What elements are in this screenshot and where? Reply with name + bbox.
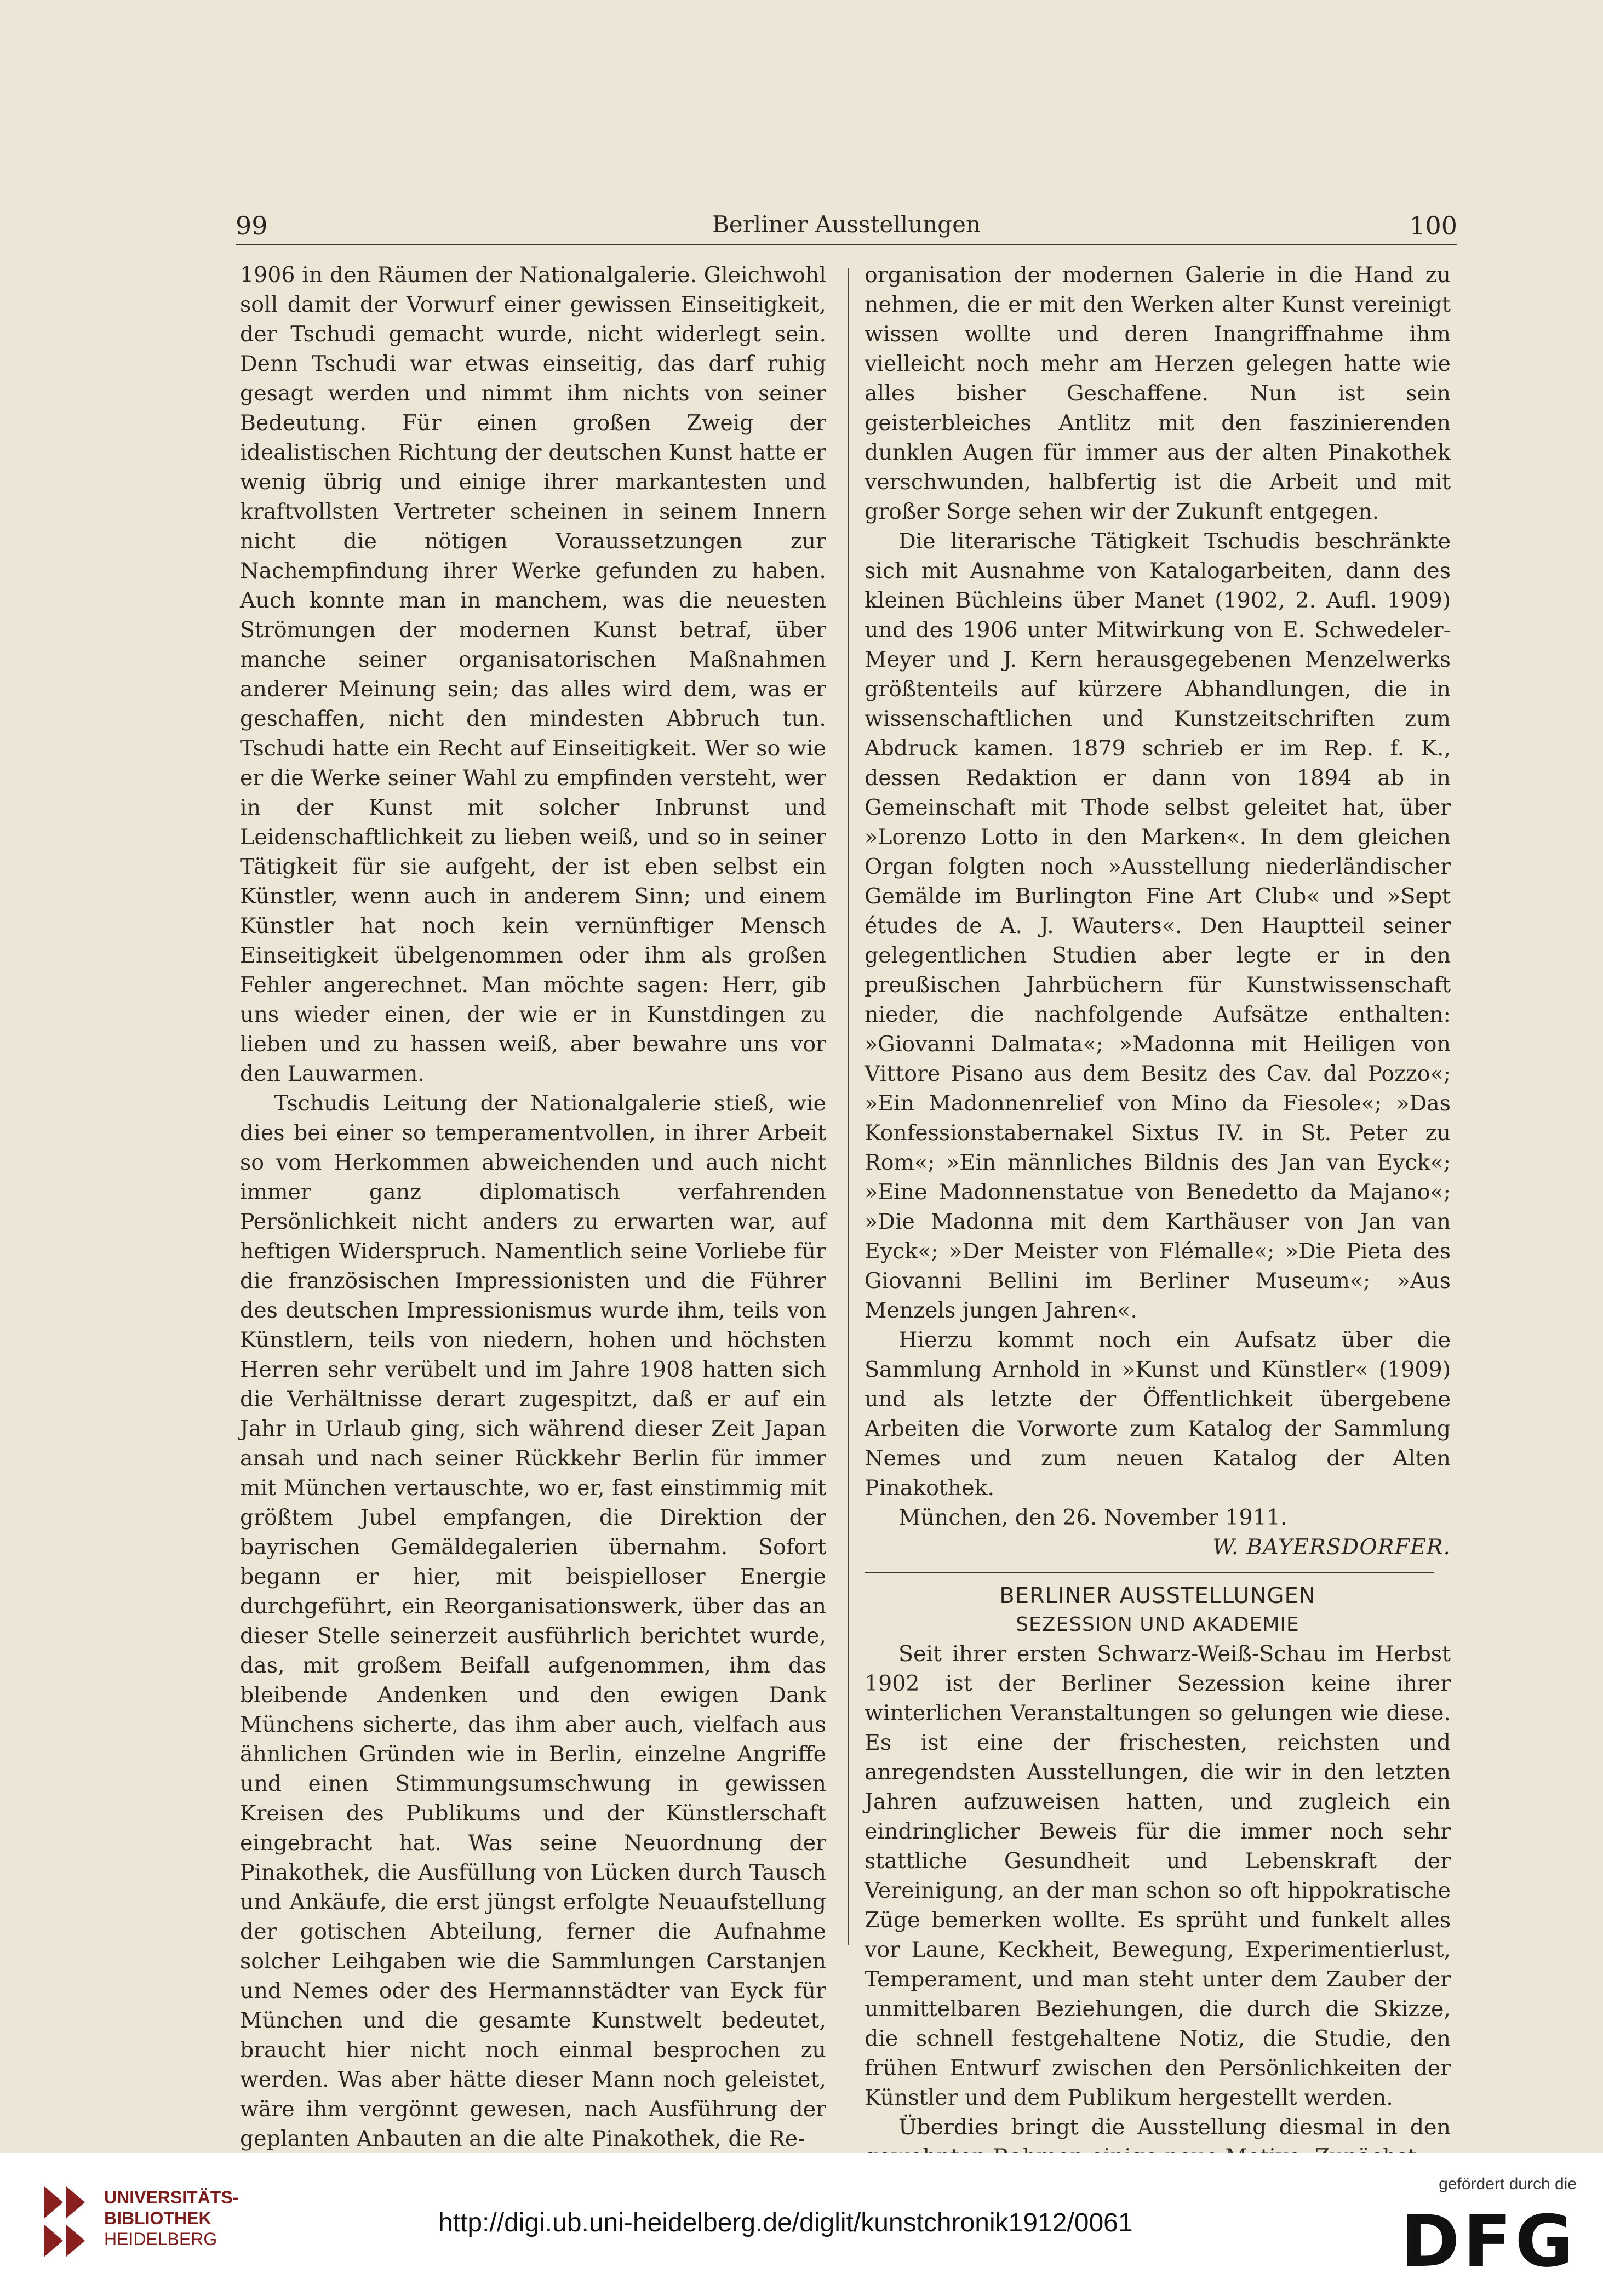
paragraph: 1906 in den Räumen der Nationalgalerie. Gleichwohl soll damit der Vorwurf einer gewissen Einseitigkeit, der Tschudi gemacht wurde, nicht widerlegt sein. Denn Tschudi war etwas einseitig, das darf ruhig gesagt werden und nimmt ihm nichts von seiner Bedeutung. Für einen großen Zweig der idealistischen Richtung der deutschen Kunst hatte er wenig übrig und einige ihrer markantesten und kraftvollsten Vertreter scheinen in seinem Innern nicht die nötigen Voraussetzungen zur Nachempfindung ihrer Werke gefunden zu haben. Auch konnte man in manchem, was die neuesten Strömungen der modernen Kunst betraf, über manche seiner organisatorischen Maßnahmen anderer Meinung sein; das alles wird dem, was er geschaffen, nicht den mindesten Abbruch tun. Tschudi hatte ein Recht auf Einseitigkeit. Wer so wie er die Werke seiner Wahl zu empfinden versteht, wer in der Kunst mit solcher Inbrunst und Leidenschaftlichkeit zu lieben weiß, und so in seiner Tätigkeit für sie aufgeht, der ist eben selbst ein Künstler, wenn auch in anderem Sinn; und einem Künstler hat noch kein vernünftiger Mensch Einseitigkeit übelgenommen oder ihm als großen Fehler angerechnet. Man möchte sagen: Herr, gib uns wieder einen, der wie er in Kunstdingen zu lieben und zu hassen weiß, aber bewahre uns vor den Lauwarmen. (240, 262, 826, 1086)
page-number-left: 99 (236, 211, 268, 241)
right-column (865, 260, 1451, 2172)
section-title: BERLINER AUSSTELLUNGEN (999, 1583, 1316, 1608)
section-subtitle: SEZESSION UND AKADEMIE (1016, 1613, 1299, 1636)
library-name: UNIVERSITÄTS- BIBLIOTHEK HEIDELBERG (104, 2188, 239, 2249)
column-divider (848, 268, 849, 1945)
page-number-right: 100 (1409, 211, 1457, 241)
paragraph: Hierzu kommt noch ein Aufsatz über die Sammlung Arnhold in »Kunst und Künstler« (1909) und als letzte der Öffentlichkeit übergebene Arbeiten die Vorworte zum Katalog der Sammlung Nemes und zum neuen Katalog der Alten Pinakothek. (865, 1327, 1451, 1501)
left-column (240, 260, 826, 2154)
running-title: Berliner Ausstellungen (712, 211, 981, 238)
paragraph: Seit ihrer ersten Schwarz-Weiß-Schau im Herbst 1902 ist der Berliner Sezession keine ihrer winterlichen Veranstaltungen so gelungen wie diese. Es ist eine der frischesten, reichsten und anregendsten Ausstellungen, die wir in den letzten Jahren aufzuweisen hatten, und zugleich ein eindringlicher Beweis für die immer noch sehr stattliche Gesundheit und Lebenskraft der Vereinigung, an der man schon so oft hippokratische Züge bemerken wollte. Es sprüht und funkelt alles vor Laune, Keckheit, Bewegung, Experimentierlust, Temperament, und man steht unter dem Zauber der unmittelbaren Beziehungen, die durch die Skizze, die schnell festgehaltene Notiz, die Studie, den frühen Entwurf zwischen den Persönlichkeiten der Künstler und dem Publikum hergestellt werden. (865, 1641, 1451, 2110)
paragraph: Tschudis Leitung der Nationalgalerie stieß, wie dies bei einer so temperamentvollen, in ihrer Arbeit so vom Herkommen abweichenden und auch nicht immer ganz diplomatisch verfahrenden Persönlichkeit nicht anders zu erwarten war, auf heftigen Widerspruch. Namentlich seine Vorliebe für die französischen Impressionisten und die Führer des deutschen Impressionismus wurde ihm, teils von Künstlern, teils von niedern, hohen und höchsten Herren sehr verübelt und im Jahre 1908 hatten sich die Verhältnisse derart zugespitzt, daß er auf ein Jahr in Urlaub ging, sich während dieser Zeit Japan ansah und nach seiner Rückkehr Berlin für immer mit München vertauschte, wo er, fast einstimmig mit größtem Jubel empfangen, die Direktion der bayrischen Gemäldegalerien übernahm. Sofort begann er hier, mit beispielloser Energie durchgeführt, ein Reorganisationswerk, über das an dieser Stelle seinerzeit ausführlich berichtet wurde, das, mit großem Beifall aufgenommen, ihm das bleibende Andenken und den ewigen Dank Münchens sicherte, das ihm aber auch, vielfach aus ähnlichen Gründen wie in Berlin, einzelne Angriffe und einen Stimmungsumschwung in gewissen Kreisen des Publikums und der Künstlerschaft eingebracht hat. Was seine Neuordnung der Pinakothek, die Ausfüllung von Lücken durch Tausch und Ankäufe, die erst jüngst erfolgte Neuaufstellung der gotischen Abteilung, ferner die Aufnahme solcher Leihgaben wie die Sammlungen Carstanjen und Nemes oder des Hermannstädter van Eyck für München und die gesamte Kunstwelt bedeutet, braucht hier nicht noch einmal besprochen zu werden. Was aber hätte dieser Mann noch geleistet, wäre ihm vergönnt gewesen, nach Ausführung der geplanten Anbauten an die alte Pinakothek, die Re- (240, 1091, 826, 2151)
paragraph: Überdies bringt die Ausstellung diesmal in den (898, 2115, 1451, 2140)
dfg-logo: DFG (1400, 2200, 1577, 2283)
university-library-logo-icon (38, 2180, 88, 2263)
source-url-link[interactable]: http://digi.ub.uni-heidelberg.de/diglit/kunstchronik1912/0061 (438, 2208, 1133, 2237)
section-separator (865, 1572, 1434, 1573)
author-signature: W. BAYERSDORFER. (1212, 1535, 1451, 1560)
running-header (236, 211, 1457, 245)
paragraph: Die literarische Tätigkeit Tschudis beschränkte sich mit Ausnahme von Katalogarbeiten, dann des kleinen Büchleins über Manet (1902, 2. Aufl. 1909) und des 1906 unter Mitwirkung von E. Schwedeler-Meyer und J. Kern herausgegebenen Menzelwerks größtenteils auf kürzere Abhandlungen, die in wissenschaftlichen und Kunstzeitschriften zum Abdruck kamen. 1879 schrieb er im Rep. f. K., dessen Redaktion er dann von 1894 ab in Gemeinschaft mit Thode selbst geleitet hat, über »Lorenzo Lotto in den Marken«. In dem gleichen Organ folgten noch »Ausstellung niederländischer Gemälde im Burlington Fine Art Club« und »Sept études de A. J. Wauters«. Den Hauptteil seiner gelegentlichen Studien aber legte er in den preußischen Jahrbüchern für Kunstwissenschaft nieder, die nachfolgende Aufsätze enthalten: »Giovanni Dalmata«; »Madonna mit Heiligen von Vittore Pisano aus dem Besitz des Cav. dal Pozzo«; »Ein Madonnenrelief von Mino da Fiesole«; »Das Konfessionstabernakel Sixtus IV. in St. Peter zu Rom«; »Ein männliches Bildnis des Jan van Eyck«; »Eine Madonnenstatue von Benedetto da Majano«; »Die Madonna mit dem Karthäuser von Jan van Eyck«; »Der Meister von Flémalle«; »Die Pieta des Giovanni Bellini im Berliner Museum«; »Aus Menzels jungen Jahren«. (865, 529, 1451, 1323)
dateline: München, den 26. November 1911. (898, 1505, 1287, 1530)
paragraph: organisation der modernen Galerie in die Hand zu nehmen, die er mit den Werken alter Kunst vereinigt wissen wollte und deren Inangriffnahme ihm vielleicht noch mehr am Herzen gelegen hatte wie alles bisher Geschaffene. Nun ist sein geisterbleiches Antlitz mit den faszinierenden dunklen Augen für immer aus der alten Pinakothek verschwunden, halbfertig ist die Arbeit und mit großer Sorge sehen wir der Zukunft entgegen. (865, 262, 1451, 524)
funding-note: gefördert durch die (1439, 2175, 1577, 2193)
digitization-footer (0, 2153, 1603, 2296)
